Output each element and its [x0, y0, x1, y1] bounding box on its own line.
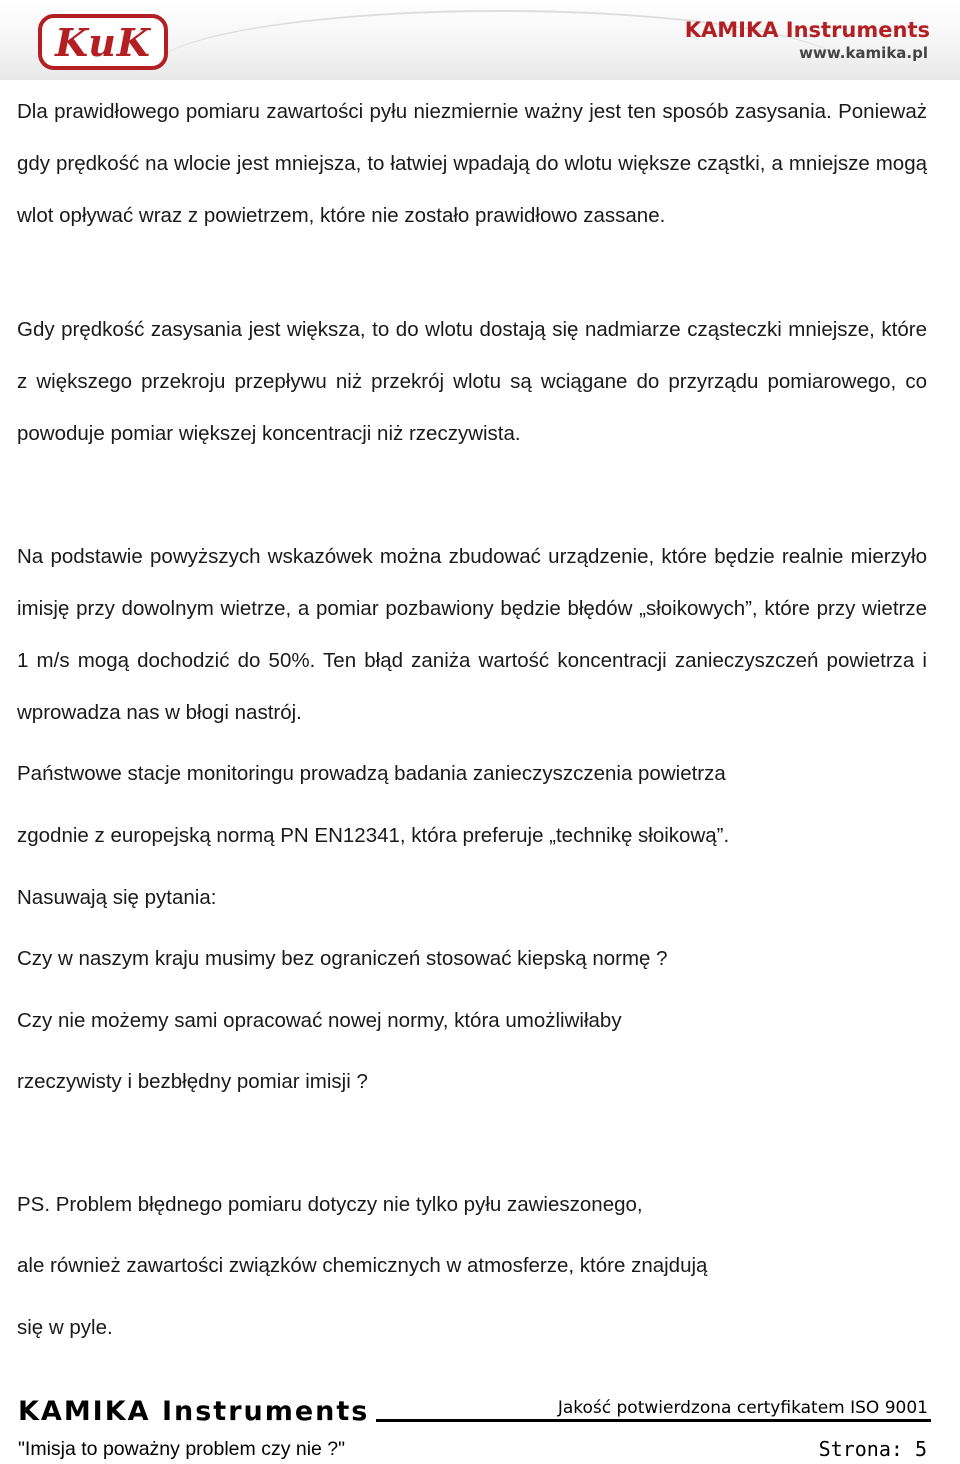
footer-page-number: Strona: 5 — [818, 1437, 927, 1461]
text-line-question-1: Czy w naszym kraju musimy bez ograniczeń stosować kiepską normę ? — [17, 947, 668, 970]
paragraph-2: Gdy prędkość zasysania jest większa, to do wlotu dostają się nadmiarze cząsteczki mniejsze, które z większego przekroju przepływu niż przekrój wlotu są wciągane do przyrządu pomiarowego, co powoduje pomiar większej koncentracji niż rzeczywista. — [17, 318, 927, 445]
text-line-norm: zgodnie z europejską normą PN EN12341, która preferuje „technikę słoikową”. — [17, 824, 730, 847]
paragraph-1: Dla prawidłowego pomiaru zawartości pyłu niezmiernie ważny jest ten sposób zasysania. Ponieważ gdy prędkość na wlocie jest mniejsza, to łatwiej wpadają do wlotu większe cząstki, a mniejsze mogą wlot opływać wraz z powietrzem, które nie zostało prawidłowo zassane. — [17, 100, 927, 227]
footer-brand: KAMIKA Instruments — [18, 1396, 370, 1427]
footer-document-title: "Imisja to poważny problem czy nie ?" — [18, 1438, 346, 1460]
header-brand-url: www.kamika.pl — [799, 44, 928, 62]
text-line-question-2: Czy nie możemy sami opracować nowej normy, która umożliwiłaby — [17, 1009, 622, 1032]
logo-text: KuK — [55, 19, 151, 65]
text-line-monitoring: Państwowe stacje monitoringu prowadzą badania zanieczyszczenia powietrza — [17, 762, 726, 785]
footer-rule — [376, 1419, 931, 1422]
text-line-ps-cont: ale również zawartości związków chemicznych w atmosferze, które znajdują — [17, 1254, 708, 1277]
page-header — [0, 0, 960, 80]
text-line-ps-end: się w pyle. — [17, 1316, 113, 1339]
footer-certificate: Jakość potwierdzona certyfikatem ISO 9001 — [557, 1398, 928, 1418]
text-line-ps: PS. Problem błędnego pomiaru dotyczy nie tylko pyłu zawieszonego, — [17, 1193, 643, 1216]
text-line-question-2-cont: rzeczywisty i bezbłędny pomiar imisji ? — [17, 1070, 368, 1093]
text-line-questions-heading: Nasuwają się pytania: — [17, 886, 217, 909]
paragraph-3: Na podstawie powyższych wskazówek można zbudować urządzenie, które będzie realnie mierzyło imisję przy dowolnym wietrze, a pomiar pozbawiony będzie błędów „słoikowych”, które przy wietrze 1 m/s mogą dochodzić do 50%. Ten błąd zaniża wartość koncentracji zanieczyszczeń powietrza i wprowadza nas w błogi nastrój. — [17, 545, 927, 724]
kuk-logo — [38, 14, 168, 70]
header-brand-name: KAMIKA Instruments — [684, 18, 930, 42]
